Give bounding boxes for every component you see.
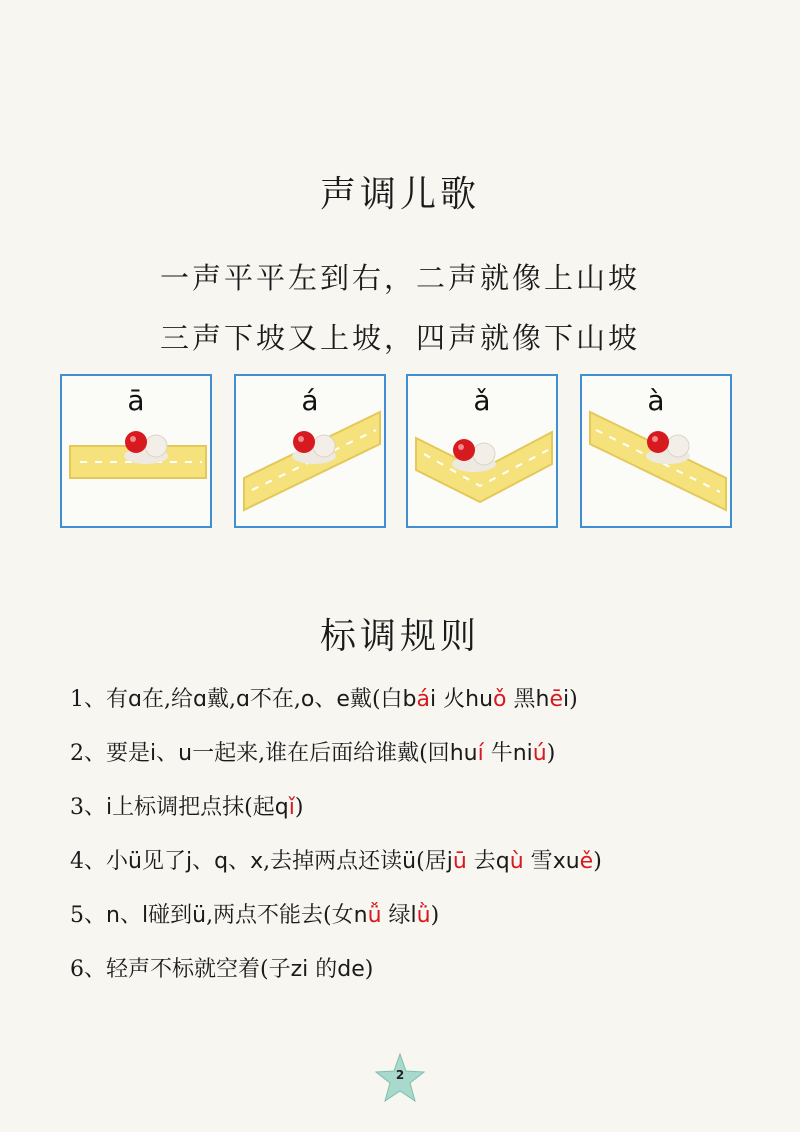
rule-text: hu bbox=[449, 741, 478, 766]
rule-text: ni bbox=[512, 741, 533, 766]
rule-text: ɑ bbox=[128, 687, 142, 712]
rule-text: o bbox=[300, 687, 315, 712]
rule-text: ) bbox=[430, 903, 440, 928]
tone-card-4 bbox=[580, 374, 732, 528]
rule-text: x bbox=[250, 849, 264, 874]
rule-text: 去 bbox=[466, 849, 496, 874]
tone-card-1 bbox=[60, 374, 212, 528]
rule-text: zi bbox=[290, 957, 309, 982]
rule-text: b bbox=[402, 687, 417, 712]
tone-mark-label: á bbox=[301, 384, 319, 417]
rule-text: 牛 bbox=[483, 741, 513, 766]
rule-text: e bbox=[336, 687, 350, 712]
rule-text: 上标调把点抹(起 bbox=[112, 795, 275, 820]
poem-line-2: 三声下坡又上坡，四声就像下山坡 bbox=[159, 321, 640, 355]
rule-text: 见了 bbox=[141, 849, 186, 874]
rule-text: q bbox=[274, 795, 289, 820]
rule-text: 戴, bbox=[206, 687, 236, 712]
rule-text: i bbox=[150, 741, 157, 766]
rule-number: 3、 bbox=[70, 795, 106, 820]
rule-text: 、 bbox=[192, 849, 215, 874]
rule-text: l bbox=[410, 903, 417, 928]
rule-text: ɑ bbox=[192, 687, 207, 712]
rule-text: n bbox=[106, 903, 120, 928]
rule-text: 要是 bbox=[106, 741, 151, 766]
tone-mark-label: à bbox=[647, 384, 665, 417]
rule-text: n bbox=[353, 903, 368, 928]
rule-text: 黑 bbox=[506, 687, 536, 712]
rule-text: xu bbox=[552, 849, 580, 874]
snail-icon bbox=[124, 431, 168, 464]
tone-highlight: ǒ bbox=[493, 687, 507, 712]
rule-text: ,去掉两点还读 bbox=[263, 849, 403, 874]
tone-mark-label: ā bbox=[127, 384, 145, 417]
rule-number: 1、 bbox=[70, 687, 106, 712]
tone-highlight: ú bbox=[532, 741, 547, 766]
rule-text: 的 bbox=[308, 957, 338, 982]
snail-icon bbox=[292, 431, 336, 464]
rule-text: hu bbox=[465, 687, 494, 712]
rule-text: l bbox=[141, 903, 149, 928]
rule-text: u bbox=[178, 741, 193, 766]
rule-text: (居 bbox=[416, 849, 447, 874]
song-title: 声调儿歌 bbox=[319, 174, 480, 215]
rule-text: ) bbox=[569, 687, 578, 712]
snail-icon bbox=[646, 431, 690, 464]
rule-text: ) bbox=[294, 795, 304, 820]
tone-highlight: ǜ bbox=[416, 903, 431, 928]
rules-list bbox=[70, 680, 770, 1004]
rule-text: 在,给 bbox=[141, 687, 193, 712]
rule-text: ) bbox=[364, 957, 374, 982]
rule-item-6 bbox=[70, 950, 770, 1004]
rule-text: 、 bbox=[228, 849, 251, 874]
rule-item-2 bbox=[70, 734, 770, 788]
rules-title: 标调规则 bbox=[319, 616, 480, 657]
rule-text: ) bbox=[593, 849, 602, 874]
rule-item-4 bbox=[70, 842, 770, 896]
rule-text: 碰到 bbox=[148, 903, 193, 928]
poem-line-1: 一声平平左到右，二声就像上山坡 bbox=[159, 261, 640, 295]
tone-highlight: ǚ bbox=[367, 903, 382, 928]
rule-number: 4、 bbox=[70, 849, 106, 874]
tone-highlight: á bbox=[416, 687, 430, 712]
rule-text: ü bbox=[128, 849, 142, 874]
rule-text: 小 bbox=[106, 849, 129, 874]
rule-item-1 bbox=[70, 680, 770, 734]
rule-number: 5、 bbox=[70, 903, 106, 928]
tone-highlight: ū bbox=[452, 849, 467, 874]
snail-icon bbox=[452, 439, 496, 472]
rule-text: 戴(白 bbox=[349, 687, 403, 712]
rule-text: 火 bbox=[443, 687, 466, 712]
tone-highlight: ē bbox=[549, 687, 563, 712]
rule-text: ü bbox=[192, 903, 207, 928]
rule-number: 2、 bbox=[70, 741, 106, 766]
rule-text: j bbox=[185, 849, 193, 874]
rule-text: 轻声不标就空着(子 bbox=[106, 957, 291, 982]
tone-card-3 bbox=[406, 374, 558, 528]
rule-text: 不在, bbox=[249, 687, 301, 712]
rule-text: q bbox=[214, 849, 229, 874]
tone-highlight: í bbox=[477, 741, 484, 766]
rule-text: ü bbox=[402, 849, 417, 874]
rule-text: de bbox=[337, 957, 365, 982]
tone-card-2 bbox=[234, 374, 386, 528]
rule-text: h bbox=[535, 687, 550, 712]
rule-text: i bbox=[562, 687, 570, 712]
rule-text: 、 bbox=[156, 741, 179, 766]
rule-number: 6、 bbox=[70, 957, 106, 982]
tone-highlight: ě bbox=[579, 849, 594, 874]
rule-text: 绿 bbox=[381, 903, 411, 928]
tone-highlight: ù bbox=[509, 849, 524, 874]
rule-text: i bbox=[106, 795, 113, 820]
rule-text: 雪 bbox=[523, 849, 553, 874]
rule-item-3 bbox=[70, 788, 770, 842]
rule-text: q bbox=[495, 849, 510, 874]
rule-text: 、 bbox=[314, 687, 337, 712]
page-number: 2 bbox=[395, 1068, 405, 1082]
rule-item-5 bbox=[70, 896, 770, 950]
rule-text: ɑ bbox=[235, 687, 250, 712]
rule-text: ,两点不能去(女 bbox=[206, 903, 354, 928]
rule-text: j bbox=[446, 849, 453, 874]
rule-text: 有 bbox=[106, 687, 129, 712]
rule-text: 、 bbox=[119, 903, 142, 928]
rule-text: 一起来,谁在后面给谁戴(回 bbox=[192, 741, 450, 766]
tone-highlight: ǐ bbox=[288, 795, 295, 820]
tone-mark-label: ǎ bbox=[473, 384, 491, 417]
rule-text: ) bbox=[546, 741, 556, 766]
rule-text: i bbox=[430, 687, 444, 712]
